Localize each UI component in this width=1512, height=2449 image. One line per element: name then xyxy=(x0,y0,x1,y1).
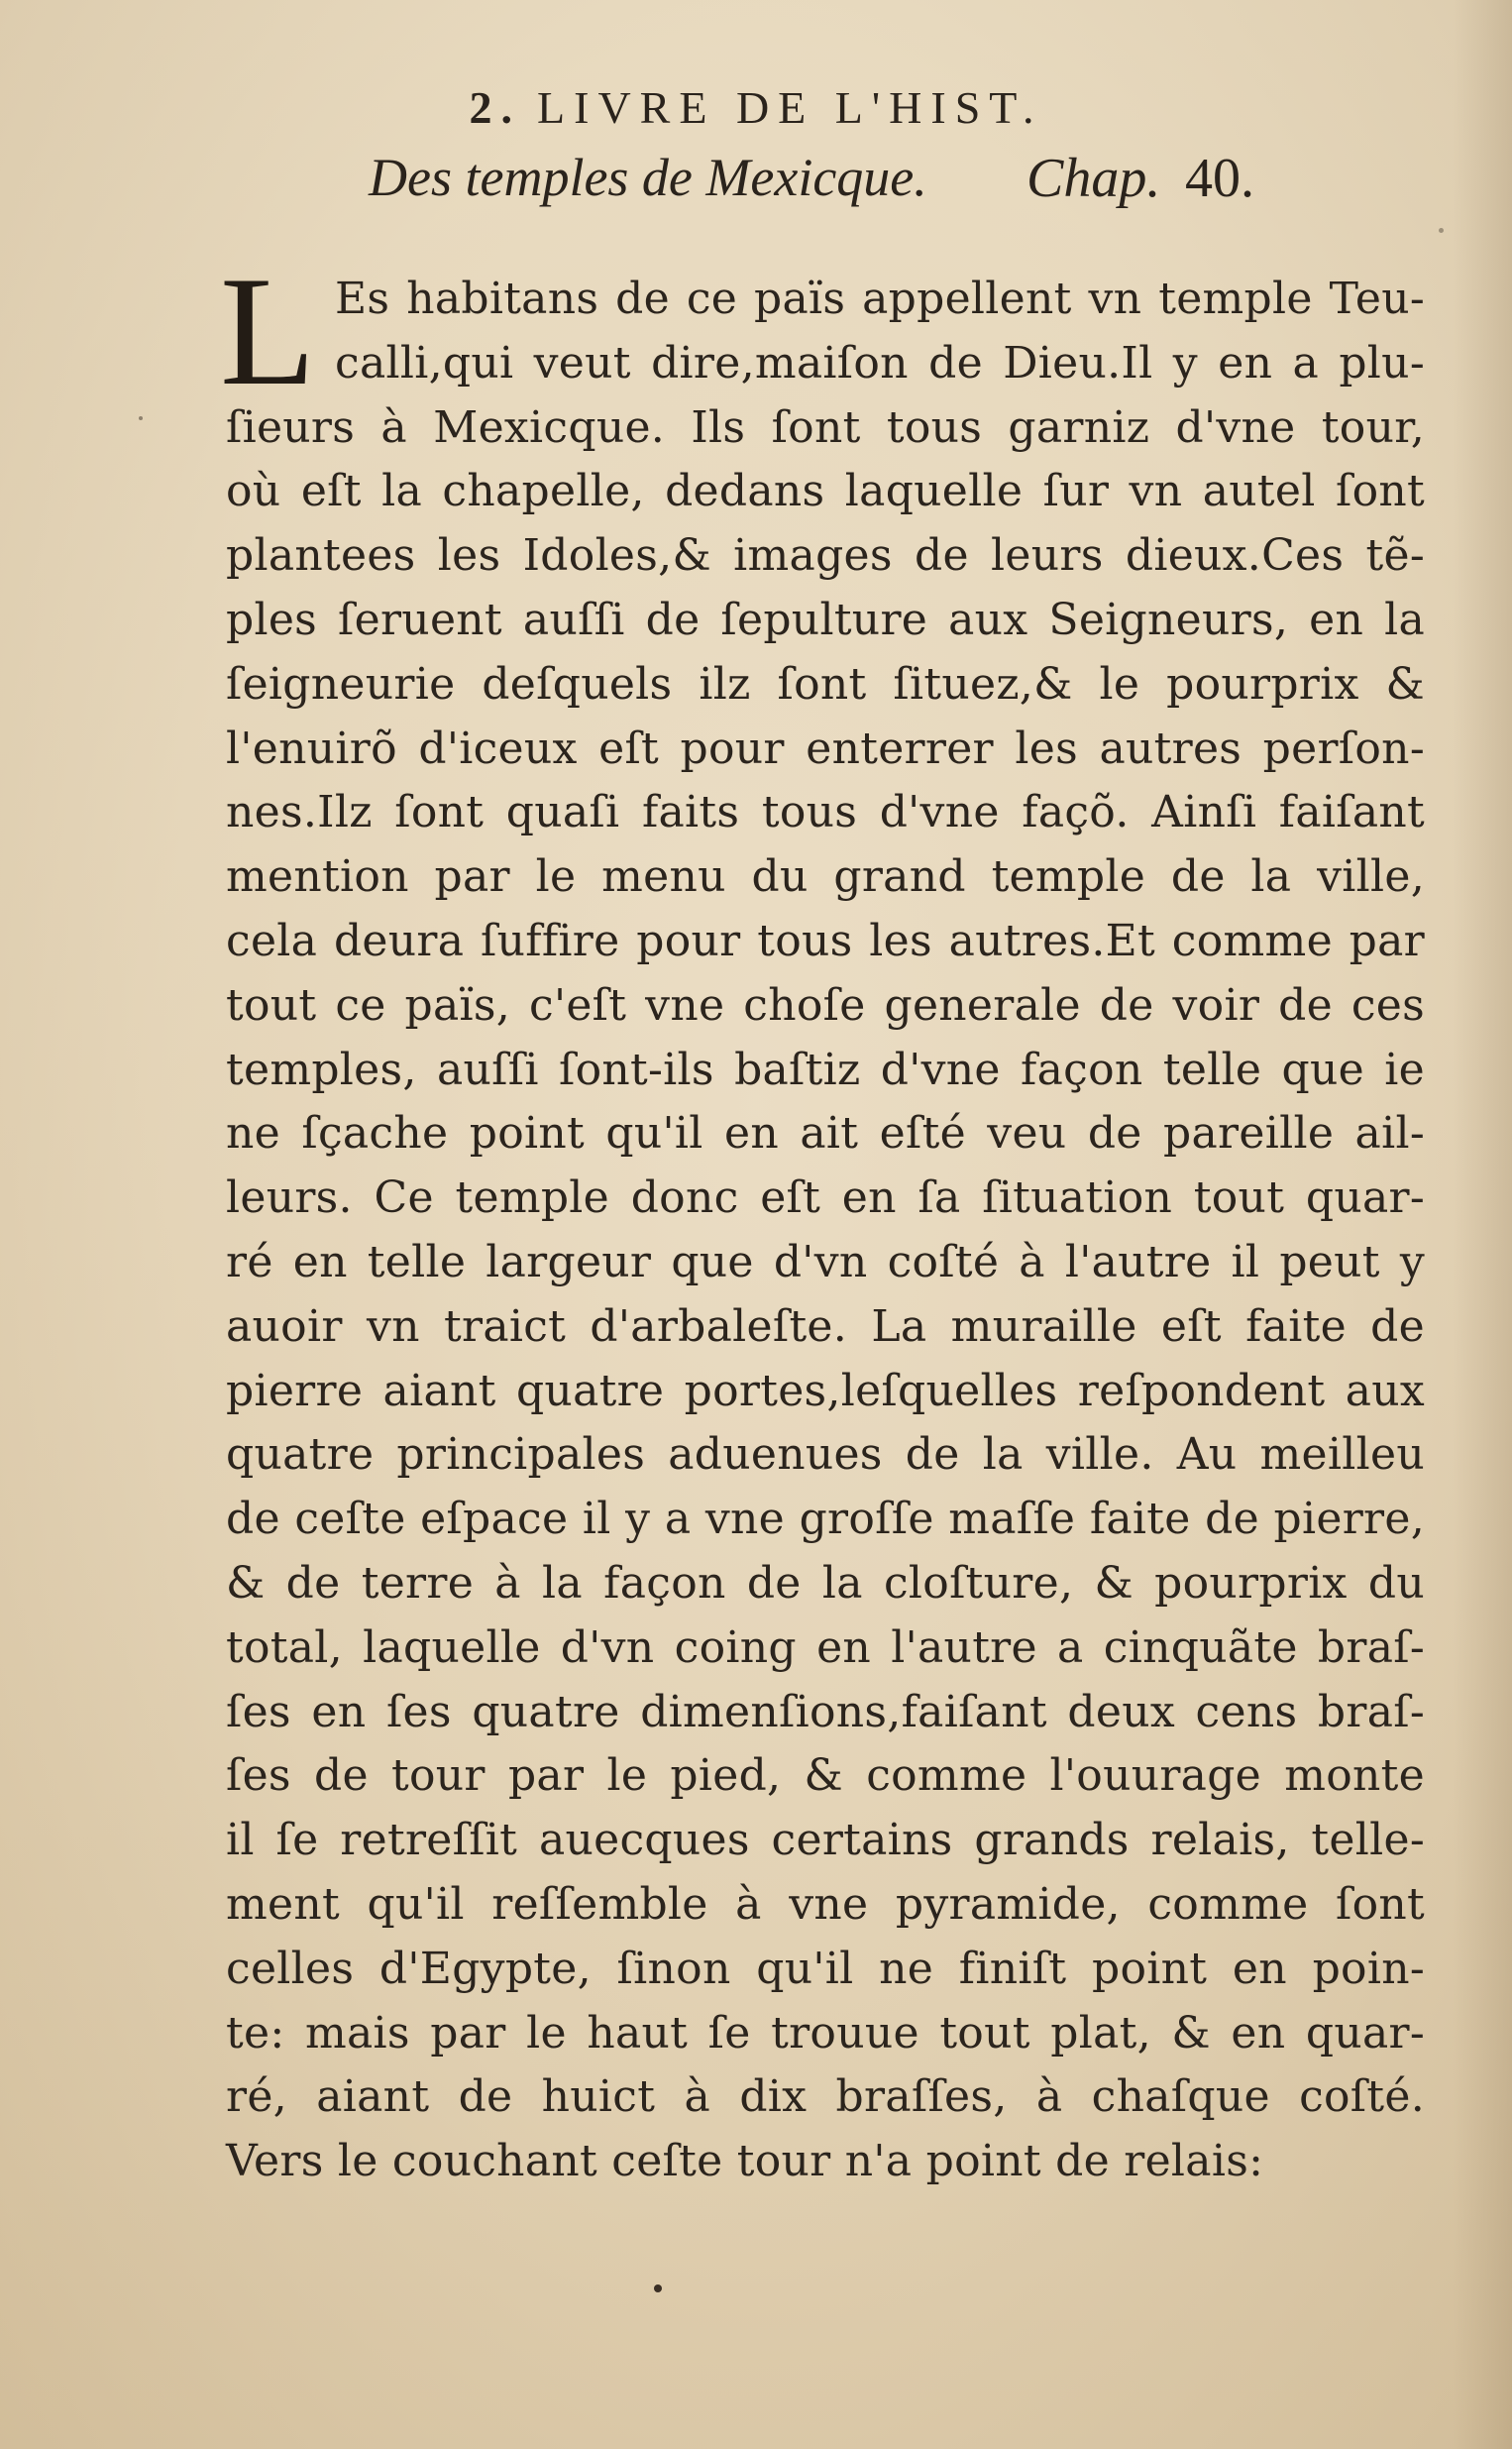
text-line: celles d'Egypte, ſinon qu'il ne finiſt point en poin- xyxy=(226,1943,1425,1994)
text-line: & de terre à la façon de la cloſture, & pourprix du xyxy=(226,1557,1425,1609)
text-line: nes.Ilz ſont quaſi faits tous d'vne façõ. Ainſi faiſant xyxy=(226,787,1425,838)
ink-speck xyxy=(654,2284,662,2292)
ink-speck xyxy=(139,416,143,420)
text-line: pierre aiant quatre portes,leſquelles reſpondent aux xyxy=(226,1365,1425,1416)
page-edge-shadow xyxy=(1453,0,1512,2449)
text-line: mention par le menu du grand temple de la ville, xyxy=(226,851,1425,903)
ink-speck xyxy=(1439,228,1444,233)
text-line: auoir vn traict d'arbaleſte. La muraille eſt faite de xyxy=(226,1300,1425,1352)
text-line: Es habitans de ce païs appellent vn temple Teu- xyxy=(335,274,1425,324)
text-line: ſes de tour par le pied, & comme l'ouurage monte xyxy=(226,1750,1425,1802)
text-line: plantees les Idoles,& images de leurs dieux.Ces tẽ- xyxy=(226,530,1425,582)
text-line: total, laquelle d'vn coing en l'autre a cinquãte braſ- xyxy=(226,1621,1425,1673)
chapter-label: Chap. xyxy=(1026,148,1161,209)
text-line: calli,qui veut dire,maiſon de Dieu.Il y en a plu- xyxy=(335,337,1425,389)
running-title: LIVRE DE L'HIST. xyxy=(537,82,1043,133)
text-line: il ſe retreſſit auecques certains grands relais, telle- xyxy=(226,1815,1425,1866)
text-line: quatre principales aduenues de la ville. Au meilleu xyxy=(226,1429,1425,1481)
text-line: ne ſçache point qu'il en ait eſté veu de pareille ail- xyxy=(226,1108,1425,1160)
text-line: Vers le couchant ceſte tour n'a point de relais: xyxy=(226,2136,1264,2187)
chapter-heading xyxy=(0,147,1512,216)
text-line: cela deura ſuffire pour tous les autres.Et comme par xyxy=(226,915,1425,966)
text-line: ré, aiant de huict à dix braſſes, à chaſque coſté. xyxy=(226,2071,1425,2123)
text-line: l'enuirõ d'iceux eſt pour enterrer les autres perſon- xyxy=(226,723,1425,774)
drop-cap: L xyxy=(220,245,316,418)
text-line: ſieurs à Mexicque. Ils ſont tous garniz d'vne tour, xyxy=(226,401,1425,453)
text-line: ment qu'il reſſemble à vne pyramide, comme ſont xyxy=(226,1878,1425,1930)
running-head xyxy=(0,81,1512,134)
text-line: de ceſte eſpace il y a vne groſſe maſſe faite de pierre, xyxy=(226,1494,1425,1545)
text-line: tout ce païs, c'eſt vne choſe generale de voir de ces xyxy=(226,979,1425,1031)
text-line: ſes en ſes quatre dimenſions,faiſant deux cens braſ- xyxy=(226,1686,1425,1737)
text-line: temples, auſſi ſont-ils baſtiz d'vne façon telle que ie xyxy=(226,1044,1425,1095)
text-line: ré en telle largeur que d'vn coſté à l'autre il peut y xyxy=(226,1236,1425,1287)
text-line: te: mais par le haut ſe trouue tout plat, & en quar- xyxy=(226,2007,1425,2059)
body-text xyxy=(220,245,1425,2194)
text-line: leurs. Ce temple donc eſt en ſa ſituation tout quar- xyxy=(226,1172,1425,1224)
text-line: ples ſeruent auſſi de ſepulture aux Seigneurs, en la xyxy=(226,594,1425,645)
text-line: ſeigneurie deſquels ilz ſont ſituez,& le pourprix & xyxy=(226,658,1425,710)
chapter-title: Des temples de Mexicque. xyxy=(369,148,927,207)
chapter-number: 40. xyxy=(1185,148,1254,209)
page-number: 2. xyxy=(469,82,522,133)
text-line: où eſt la chapelle, dedans laquelle ſur vn autel ſont xyxy=(226,466,1425,517)
